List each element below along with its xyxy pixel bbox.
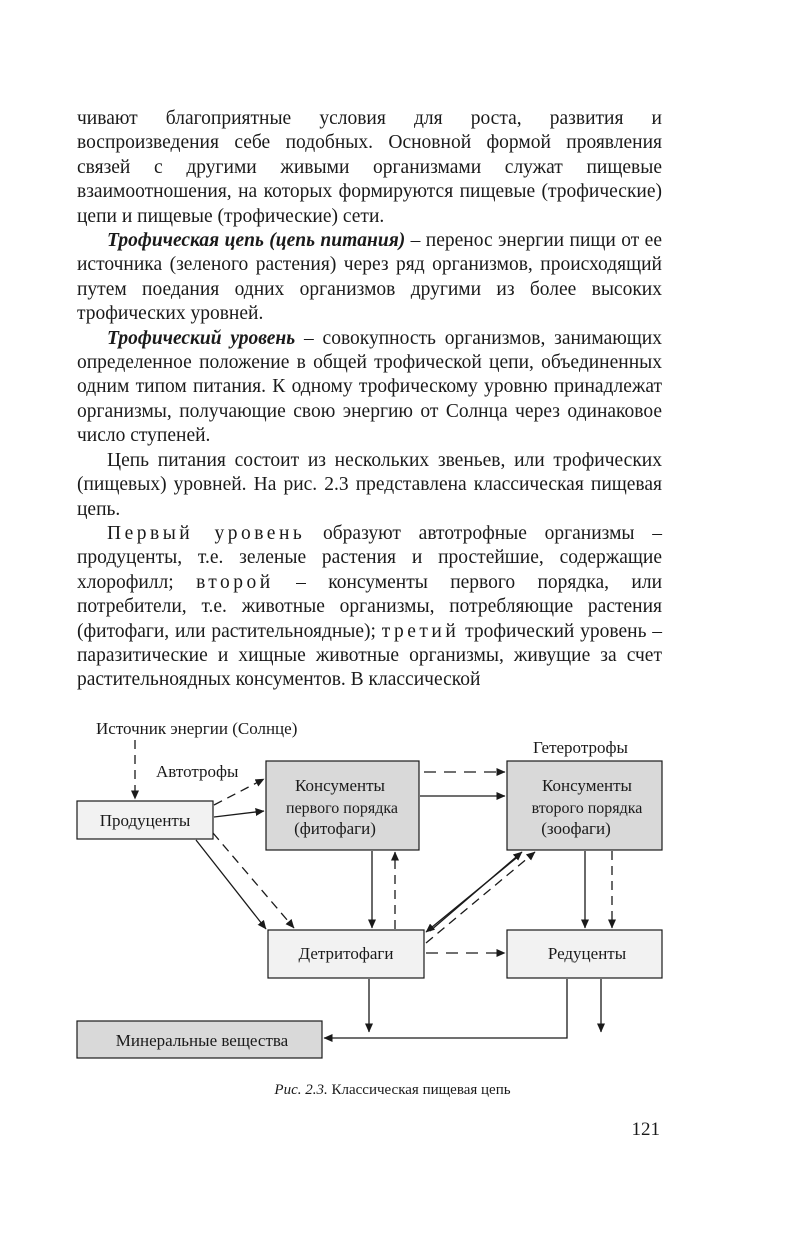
- page-number: 121: [631, 1119, 660, 1140]
- minerals-box: [77, 1021, 322, 1058]
- producers-box: [77, 801, 213, 839]
- paragraph-5-text-2: – консументы первого порядка, или потребители, т.е. животные организмы, потребляющие растения (фитофаги, или растительноядные);: [77, 571, 662, 642]
- consumers-second-order-box: [507, 761, 662, 850]
- consumers1-line1: Консументы: [295, 776, 385, 795]
- body-text: [77, 107, 662, 693]
- heterotrophs-label: Гетеротрофы: [533, 738, 628, 757]
- decomposers-box: [507, 930, 662, 978]
- food-chain-diagram: [0, 705, 785, 1085]
- figure-caption: [0, 1082, 785, 1099]
- term-trophic-chain: Трофическая цепь (цепь питания): [107, 230, 406, 252]
- arrow-decomposers-to-minerals: [324, 979, 567, 1038]
- spaced-first-level: Первый уровень: [107, 522, 306, 544]
- consumers2-line2: второго порядка: [531, 800, 643, 817]
- detritivores-label: Детритофаги: [298, 944, 394, 963]
- arrow-producers-to-consumers1: [214, 811, 264, 817]
- consumers-first-order-box: [266, 761, 419, 850]
- consumers1-line2: первого порядка: [286, 800, 398, 817]
- detritivores-box: [268, 930, 424, 978]
- paragraph-4: Цепь питания состоит из нескольких звеньев, или трофических (пищевых) уровней. На рис. 2.3 представлена классическая пищевая цепь.: [77, 449, 662, 520]
- term-trophic-level: Трофический уровень: [107, 327, 296, 349]
- paragraph-1: чивают благоприятные условия для роста, развития и воспроизведения себе подобных. Основной формой проявления связей с другими живыми организмами служат пищевые взаимоотношения, на которых формируются пищевые (трофические) цепи и пищевые (трофические) сети.: [77, 108, 662, 227]
- paragraph-2-text: – перенос энергии пищи от ее источника (зеленого растения) через ряд организмов, происходящий путем поедания одних организмов другими из более высоких трофических уровней.: [77, 230, 662, 325]
- consumers1-line3: (фитофаги): [294, 819, 376, 838]
- paragraph-5: [77, 522, 662, 693]
- paragraph-5-text-3: трофический уровень – паразитические и хищные животные организмы, живущие за счет растительноядных консументов. В классической: [77, 620, 663, 691]
- consumers2-line3: (зоофаги): [541, 819, 611, 838]
- spaced-third: третий: [381, 620, 460, 642]
- decomposers-label: Редуценты: [547, 944, 627, 963]
- paragraph-3: [77, 327, 662, 449]
- producers-label: Продуценты: [99, 811, 191, 830]
- arrow-detritivores-to-consumers2-dashed: [426, 852, 535, 943]
- arrow-producers-to-consumers1-dashed: [214, 779, 264, 805]
- figure-caption-text: Классическая пищевая цепь: [327, 1082, 511, 1098]
- arrow-producers-to-detritivores: [196, 840, 266, 929]
- figure-label: Рис. 2.3.: [274, 1082, 328, 1098]
- paragraph-2: [77, 229, 662, 327]
- consumers2-line1: Консументы: [542, 776, 632, 795]
- paragraph-5-text-1: образуют автотрофные организмы – продуценты, т.е. зеленые растения и простейшие, содержащие хлорофилл;: [77, 522, 662, 593]
- paragraph-3-text: – совокупность организмов, занимающих определенное положение в общей трофической цепи, объединенных одним типом питания. К одному трофическому уровню принадлежат организмы, получающие свою энергию от Солнца через одинаковое число ступеней.: [77, 327, 662, 447]
- energy-source-label: Источник энергии (Солнце): [96, 719, 298, 738]
- spaced-second: второй: [196, 571, 274, 593]
- autotrophs-label: Автотрофы: [156, 762, 239, 781]
- minerals-label: Минеральные вещества: [115, 1031, 289, 1050]
- arrow-consumers2-to-detritivores: [426, 855, 520, 932]
